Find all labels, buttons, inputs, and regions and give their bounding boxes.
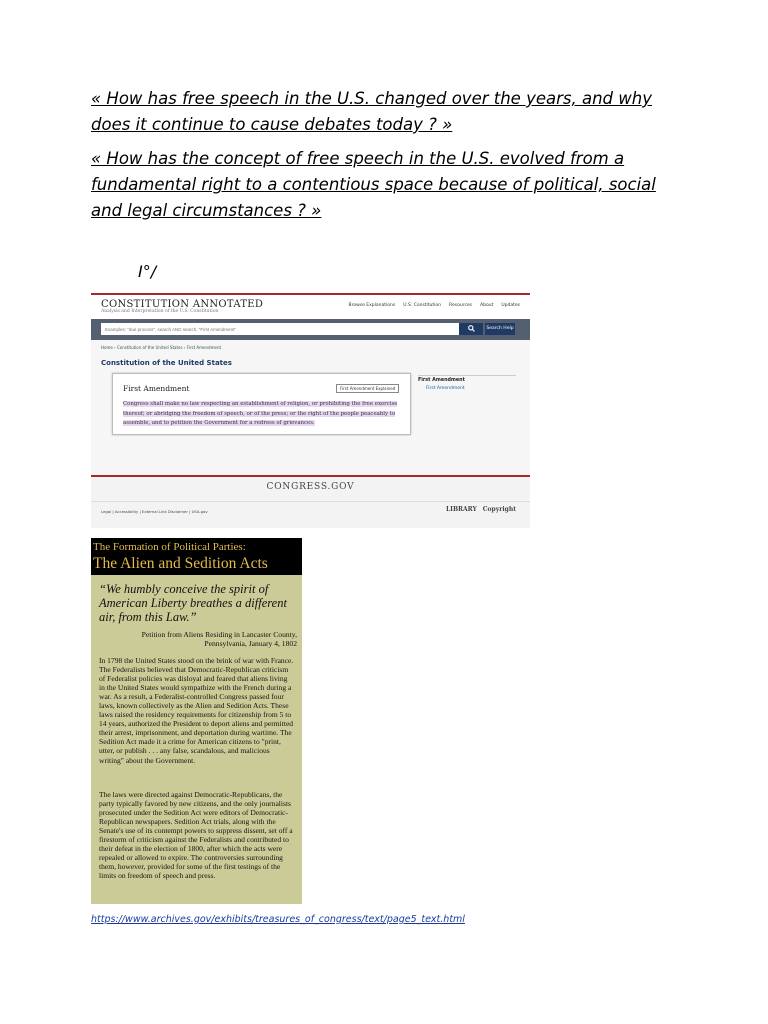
excerpt-header-line1: The Formation of Political Parties: (93, 541, 246, 553)
side-panel (418, 375, 516, 391)
site-header (91, 295, 530, 319)
footer-divider (91, 501, 530, 502)
logo-subtitle: Analysis and Interpretation of the U.S. Constitution (101, 309, 219, 314)
search-help-button[interactable]: Search Help (485, 323, 515, 335)
copyright-logo[interactable]: Copyright (482, 506, 516, 513)
excerpt-paragraph-1: In 1798 the United States stood on the brink of war with France. The Federalists believed that Democratic-Republican criticism of Federalist policies was disloyal and feared that aliens living in the United States would sympathize with the French during a war. As a result, a Federalist-controlled Congress passed four laws, known collectively as the Alien and Sedition Acts. These laws raised the residency requirements for citizenship from 5 to 14 years, authorized the President to deport aliens and permitted their arrest, imprisonment, and deportation during wartime. The Sedition Act made it a crime for American citizens to "print, utter, or publish . . . any false, scandalous, and malicious writing" about the Government. (99, 656, 294, 765)
explained-button[interactable]: First Amendment Explained (336, 384, 399, 393)
nav-constitution[interactable]: U.S. Constitution (403, 303, 442, 308)
library-logo[interactable]: LIBRARY (445, 506, 477, 513)
search-bar (91, 319, 530, 340)
quote-attribution (107, 630, 297, 648)
nav-browse[interactable]: Browse Explanations (348, 303, 396, 308)
excerpt-quote: “We humbly conceive the spirit of American Liberty breathes a different air, from this Law.” (99, 582, 287, 624)
alien-sedition-excerpt (91, 538, 302, 904)
nav-resources[interactable]: Resources (449, 303, 473, 308)
source-link[interactable]: https://www.archives.gov/exhibits/treasures_of_congress/text/page5_text.html (91, 914, 465, 925)
research-question-1: « How has free speech in the U.S. changed over the years, and why does it continue to cause debates today ? » (91, 89, 652, 134)
breadcrumb[interactable]: Home › Constitution of the United States › First Amendment (101, 345, 222, 350)
attribution-line1: Petition from Aliens Residing in Lancaster County, (141, 630, 297, 639)
attribution-line2: Pennsylvania, January 4, 1802 (204, 639, 297, 648)
amendment-text (123, 400, 403, 429)
search-icon (468, 325, 475, 332)
excerpt-header-line2: The Alien and Sedition Acts (93, 555, 268, 572)
search-input[interactable] (101, 323, 459, 335)
page-title: Constitution of the United States (101, 359, 232, 367)
excerpt-header (91, 538, 302, 575)
side-link[interactable]: First Amendment (426, 386, 465, 391)
amendment-highlight: Congress shall make no law respecting an establishment of religion, or prohibiting the free exercise thereof; or abridging the freedom of speech, or of the press; or the right of the people peaceably to assemble, and to petition the Government for a redress of grievances. (123, 401, 398, 426)
site-footer (91, 475, 530, 528)
section-marker: I°/ (138, 262, 157, 281)
nav-about[interactable]: About (480, 303, 494, 308)
side-title: First Amendment (418, 378, 465, 383)
site-nav (348, 303, 520, 308)
amendment-card (112, 373, 411, 435)
research-question-2: « How has the concept of free speech in the U.S. evolved from a fundamental right to a contentious space because of political, social and legal circumstances ? » (91, 149, 656, 220)
excerpt-paragraph-2: The laws were directed against Democratic-Republicans, the party typically favored by new citizens, and the only journalists prosecuted under the Sedition Act were editors of Democratic-Republican newspapers. Sedition Act trials, along with the Senate's use of its contempt powers to suppress dissent, set off a firestorm of criticism against the Federalists and contributed to their defeat in the election of 1800, after which the acts were repealed or allowed to expire. The controversies surrounding them, however, provided for some of the first testings of the limits on freedom of speech and press. (99, 790, 293, 881)
footer-logos (446, 506, 516, 513)
congress-gov-logo[interactable]: CONGRESS.GOV (266, 482, 355, 492)
footer-links[interactable]: Legal | Accessibility | External Link Disclaimer | USA.gov (101, 509, 208, 514)
constitution-annotated-screenshot (91, 293, 530, 528)
search-button[interactable] (459, 323, 483, 335)
logo-text: CONSTITUTION ANNOTATED (101, 299, 264, 310)
nav-updates[interactable]: Updates (501, 303, 520, 308)
site-logo (101, 299, 263, 314)
card-title: First Amendment (123, 384, 190, 393)
